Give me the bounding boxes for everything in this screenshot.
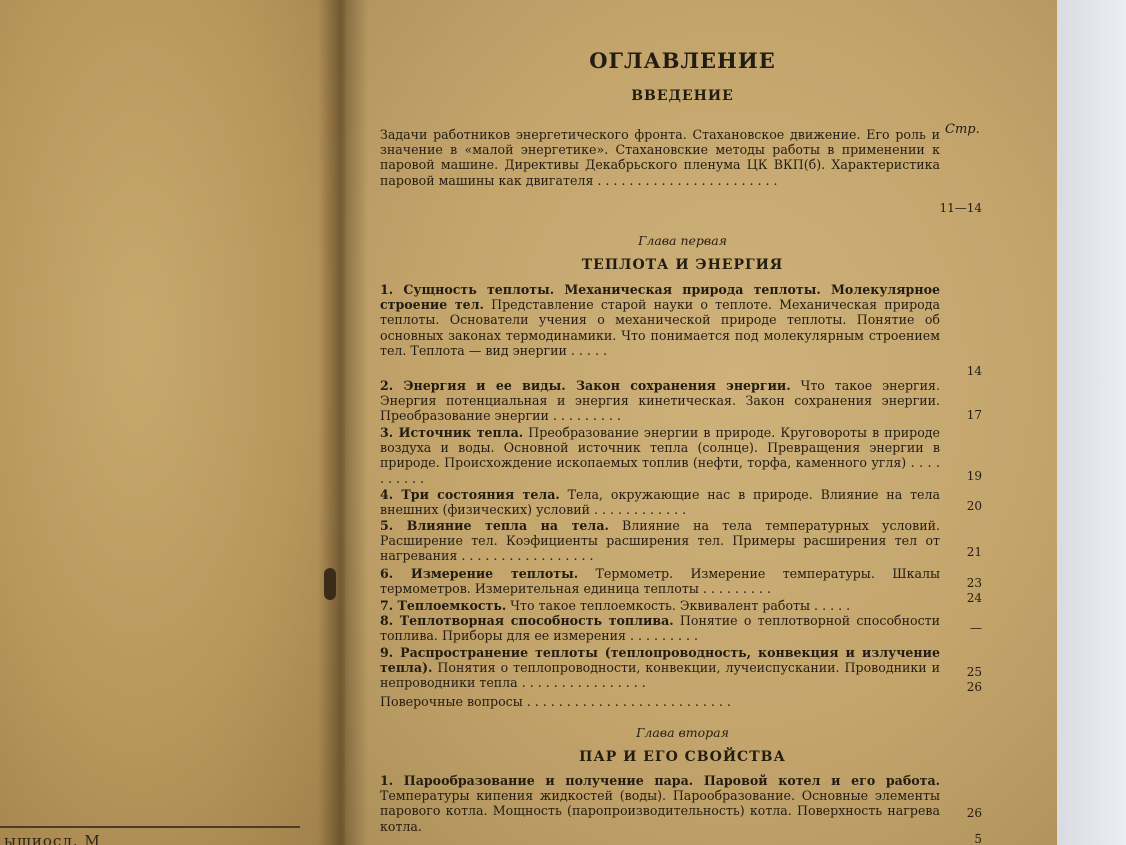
entry-text: Температуры кипения жидкостей (воды). Парообразование. Основные элементы парового котла. Мощность (паропроизводительность) котла. Поверхность нагрева котла. xyxy=(380,788,940,834)
intro-text: Задачи работников энергетического фронта. Стахановское движение. Его роль и значение в «малой энергетике». Стахановские методы работы в применении к паровой машине. Директивы Декабрьского пленума ЦК ВКП(б). Характеристика паровой машины как двигателя . . . . . . . . . . . . . . . . . . . . . . . xyxy=(380,127,940,188)
entry-heading: 3. Источник тепла. xyxy=(380,425,524,440)
toc-entry xyxy=(380,487,940,517)
entry-page: 14 xyxy=(966,364,982,378)
footer-rule xyxy=(0,826,300,828)
chapter1-title: ТЕПЛОТА И ЭНЕРГИЯ xyxy=(581,257,784,273)
chapter1-label: Глава первая xyxy=(638,233,727,248)
entry-heading: 4. Три состояния тела. xyxy=(380,487,560,502)
toc-entry xyxy=(380,378,940,424)
toc-entry xyxy=(380,566,940,596)
entry-text: Тела, окружающие нас в природе. Влияние на тела внешних (физических) условий . . . . . . . . . . . . xyxy=(380,487,941,518)
entry-text: Влияние на тела температурных условий. Расширение тел. Коэфициенты расширения тел. Примеры расширения тел от нагревания . . . . . . . . . . . . . . . . . xyxy=(380,518,940,564)
backdrop xyxy=(1057,0,1126,845)
entry-page: 26 xyxy=(966,806,982,820)
entry-text: Понятие о теплотворной способности топлива. Приборы для ее измерения . . . . . . . . . xyxy=(380,613,941,644)
entry-heading: 5. Влияние тепла на тела. xyxy=(380,518,609,533)
entry-heading: 1. Парообразование и получение пара. Паровой котел и его работа. xyxy=(380,773,940,788)
toc-entry xyxy=(380,694,940,709)
book-gutter xyxy=(318,0,368,845)
entry-text: Что такое энергия. Энергия потенциальная и энергия кинетическая. Закон сохранения энергии. Преобразование энергии . . . . . . . . . xyxy=(380,378,940,424)
entry-page: 23 xyxy=(966,576,982,590)
entry-page-secondary: 5 xyxy=(974,832,982,845)
entry-heading: 9. Распространение теплоты (теплопроводность, конвекция и излучение тепла). xyxy=(380,645,940,676)
toc-entry xyxy=(380,613,940,643)
entry-page: 25 xyxy=(966,665,982,679)
toc-entry xyxy=(380,645,940,691)
entry-heading: 7. Теплоемкость. xyxy=(380,598,507,613)
toc-entry xyxy=(380,425,940,486)
intro-page: 11—14 xyxy=(939,201,982,215)
page-column-label: Стр. xyxy=(945,122,980,137)
entry-text: Преобразование энергии в природе. Круговороты в природе воздуха и воды. Основной источник тепла (солнце). Превращения энергии в природе. Происхождение ископаемых топлив (нефти, торфа, каменного угля) . . . . . . . . . . xyxy=(380,425,941,486)
left-footer-text: ышиосл. М xyxy=(4,832,101,845)
table-of-contents xyxy=(380,0,985,845)
entry-page: 17 xyxy=(966,408,982,422)
left-page xyxy=(0,0,345,845)
entry-text: Представление старой науки о теплоте. Механическая природа теплоты. Основатели учения о механической природе теплоты. Понятие об основных законах термодинамики. Что понимается под молекулярным строением тел. Теплота — вид энергии . . . . . xyxy=(380,297,940,358)
entry-page: 20 xyxy=(966,499,982,513)
entry-page: 21 xyxy=(966,545,982,559)
entry-page-secondary: 24 xyxy=(966,591,982,605)
chapter2-label: Глава вторая xyxy=(636,725,729,740)
chapter2-title: ПАР И ЕГО СВОЙСТВА xyxy=(579,749,786,765)
entry-text: Термометр. Измерение температуры. Шкалы термометров. Измерительная единица теплоты . . . . . . . . . xyxy=(380,566,940,597)
spine-mark xyxy=(324,568,336,600)
entry-text: Поверочные вопросы . . . . . . . . . . . . . . . . . . . . . . . . . . xyxy=(380,694,731,709)
toc-entry xyxy=(380,598,940,613)
entry-heading: 2. Энергия и ее виды. Закон сохранения энергии. xyxy=(380,378,791,393)
toc-entry xyxy=(380,518,940,564)
entry-heading: 1. Сущность теплоты. Механическая природа теплоты. Молекулярное строение тел. xyxy=(380,282,940,313)
entry-text: Понятия о теплопроводности, конвекции, лучеиспускании. Проводники и непроводники тепла . . . . . . . . . . . . . . . . xyxy=(380,660,940,691)
toc-entry xyxy=(380,773,940,834)
entry-text: Что такое теплоемкость. Эквивалент работы . . . . . xyxy=(506,598,851,613)
entry-page: 19 xyxy=(966,469,982,483)
entry-page: — xyxy=(970,621,982,635)
entry-page-secondary: 26 xyxy=(966,680,982,694)
entry-heading: 6. Измерение теплоты. xyxy=(380,566,579,581)
entry-heading: 8. Теплотворная способность топлива. xyxy=(380,613,674,628)
page-title: ОГЛАВЛЕНИЕ xyxy=(589,48,776,73)
intro-heading: ВВЕДЕНИЕ xyxy=(631,88,734,104)
intro-entry xyxy=(380,127,940,188)
toc-entry xyxy=(380,282,940,358)
